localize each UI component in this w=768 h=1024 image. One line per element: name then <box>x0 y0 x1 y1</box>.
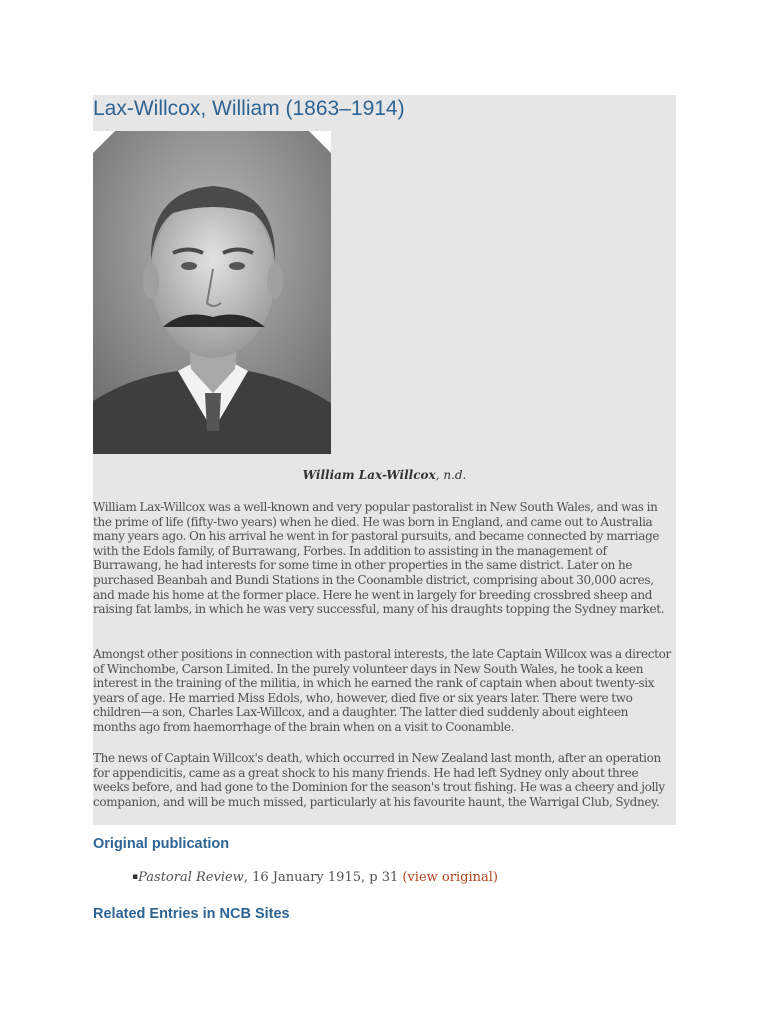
page-title: Lax-Willcox, William (1863–1914) <box>93 97 405 120</box>
view-original-link[interactable]: (view original) <box>402 870 498 885</box>
related-entries-heading: Related Entries in NCB Sites <box>93 906 290 922</box>
publication-list-item <box>132 870 498 885</box>
bullet-icon: ▪ <box>132 872 139 882</box>
publication-details: , 16 January 1915, p 31 <box>243 870 403 885</box>
biography-paragraph-2: Amongst other positions in connection with pastoral interests, the late Captain Willcox was a director of Winchombe, Carson Limited. In the purely volunteer days in New South Wales, he took a keen interest in the training of the militia, in which he earned the rank of captain when about twenty-six years of age. He married Miss Edols, who, however, died five or six years later. There were two children—a son, Charles Lax-Willcox, and a daughter. The latter died suddenly about eighteen months ago from haemorrhage of the brain when on a visit to Coonamble. <box>93 647 671 734</box>
biography-paragraph-1: William Lax-Willcox was a well-known and very popular pastoralist in New South Wales, and was in the prime of life (fifty-two years) when he died. He was born in England, and came out to Australia many years ago. On his arrival he went in for pastoral pursuits, and became connected by marriage with the Edols family, of Burrawang, Forbes. In addition to assisting in the management of Burrawang, he had interests for some time in other properties in the same district. Later on he purchased Beanbah and Bundi Stations in the Coonamble district, comprising about 30,000 acres, and made his home at the former place. Here he went in largely for breeding crossbred sheep and raising fat lambs, in which he was very successful, many of his draughts topping the Sydney market. <box>93 500 665 617</box>
portrait-caption <box>93 468 676 482</box>
original-publication-heading: Original publication <box>93 836 230 852</box>
portrait-image <box>93 131 331 454</box>
caption-name: William Lax-Willcox <box>302 468 436 482</box>
caption-date: , n.d. <box>435 468 467 482</box>
biography-paragraph-3: The news of Captain Willcox's death, which occurred in New Zealand last month, after an operation for appendicitis, came as a great shock to his many friends. He had left Sydney only about three weeks before, and had gone to the Dominion for the season's trout fishing. He was a cheery and jolly companion, and will be much missed, particularly at his favourite haunt, the Warrigal Club, Sydney. <box>93 751 665 809</box>
portrait-photograph <box>93 131 331 454</box>
publication-title: Pastoral Review <box>138 870 244 885</box>
